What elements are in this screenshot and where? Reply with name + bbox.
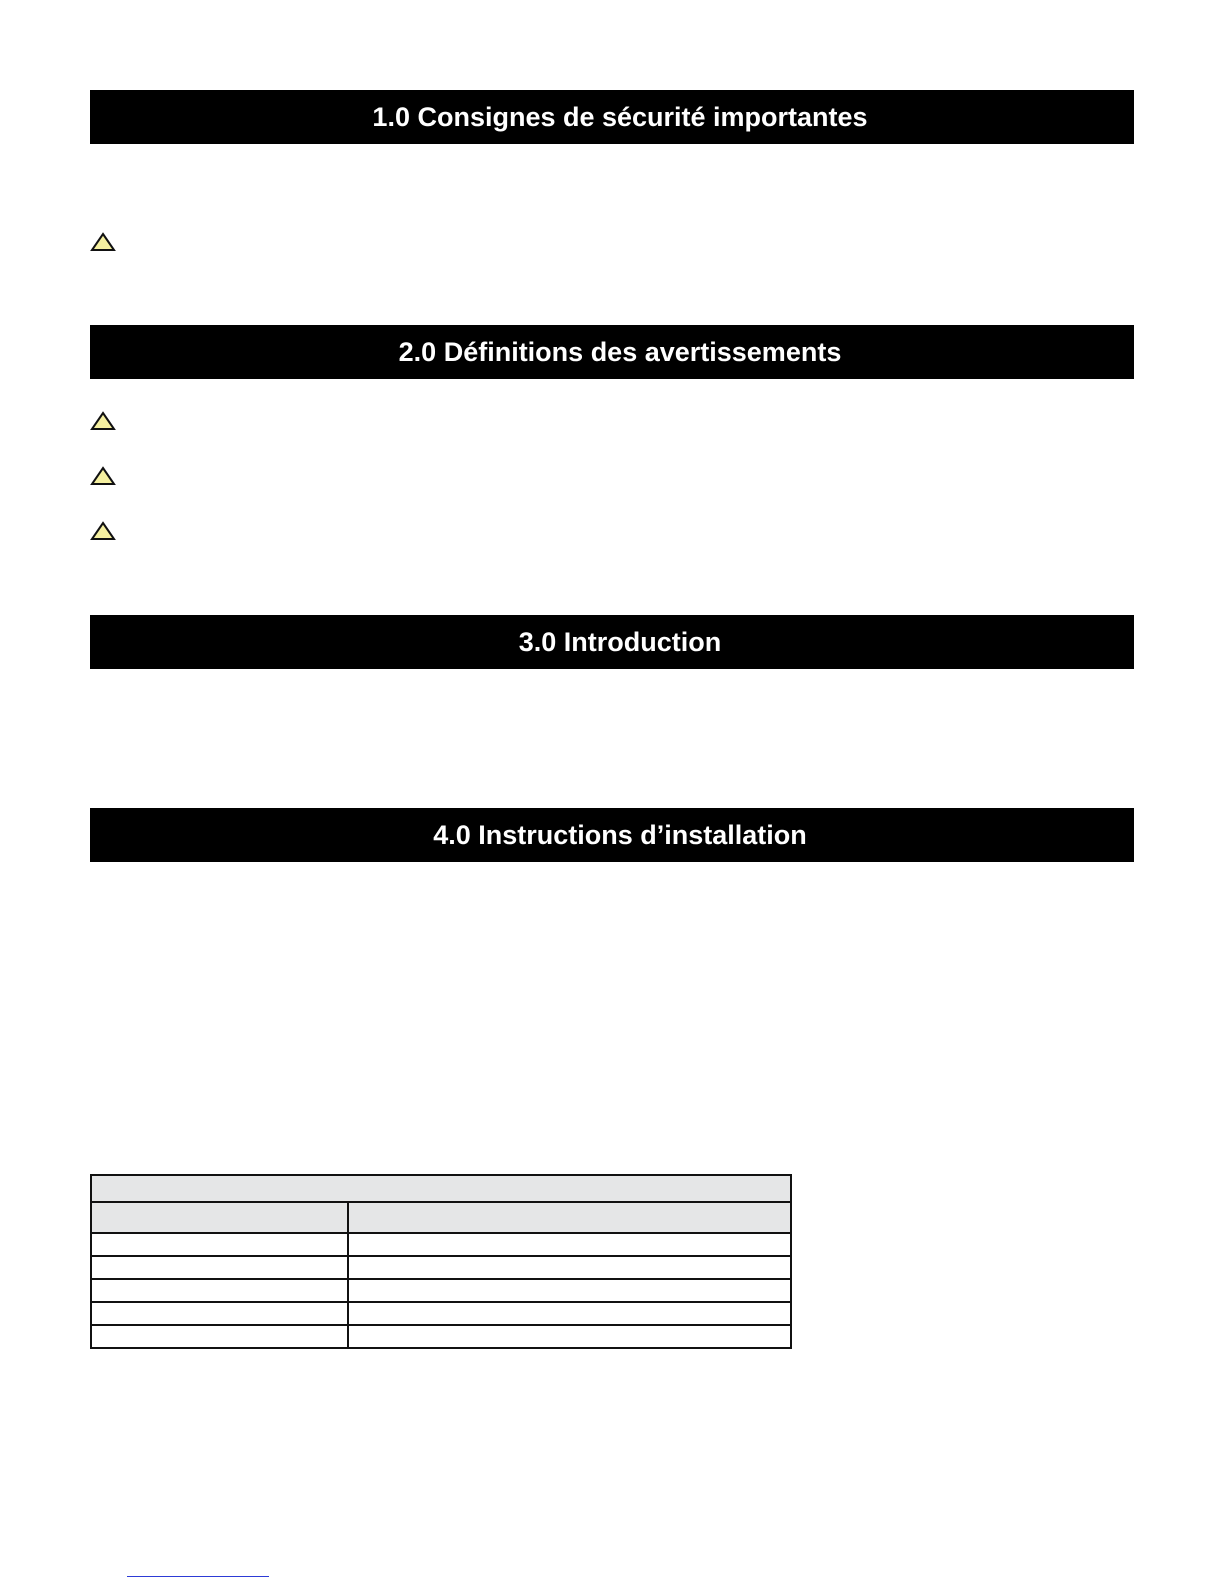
warning-triangle-icon — [90, 232, 116, 252]
table-cell — [348, 1302, 791, 1325]
section-heading-safety: 1.0 Consignes de sécurité importantes — [90, 90, 1134, 144]
table-cell — [91, 1256, 348, 1279]
section-heading-installation: 4.0 Instructions d’installation — [90, 808, 1134, 862]
table-header-cell — [348, 1202, 791, 1233]
warning-triangle-icon — [90, 521, 116, 541]
table-header-row — [91, 1202, 791, 1233]
table-cell — [348, 1325, 791, 1348]
warning-triangle-icon — [90, 466, 116, 486]
section-heading-introduction: 3.0 Introduction — [90, 615, 1134, 669]
footer-link-underline[interactable] — [127, 1576, 269, 1577]
table-row — [91, 1233, 791, 1256]
table-cell — [91, 1233, 348, 1256]
table-cell — [91, 1279, 348, 1302]
specification-table — [90, 1174, 792, 1349]
table-row — [91, 1256, 791, 1279]
table-header-cell — [91, 1202, 348, 1233]
table-cell — [91, 1302, 348, 1325]
table-caption — [91, 1175, 791, 1202]
warning-triangle-icon — [90, 411, 116, 431]
table-row — [91, 1279, 791, 1302]
table-row — [91, 1302, 791, 1325]
table-cell — [91, 1325, 348, 1348]
table-cell — [348, 1279, 791, 1302]
table-row — [91, 1325, 791, 1348]
section-heading-warning-definitions: 2.0 Définitions des avertissements — [90, 325, 1134, 379]
table-cell — [348, 1233, 791, 1256]
table-cell — [348, 1256, 791, 1279]
table-caption-row — [91, 1175, 791, 1202]
